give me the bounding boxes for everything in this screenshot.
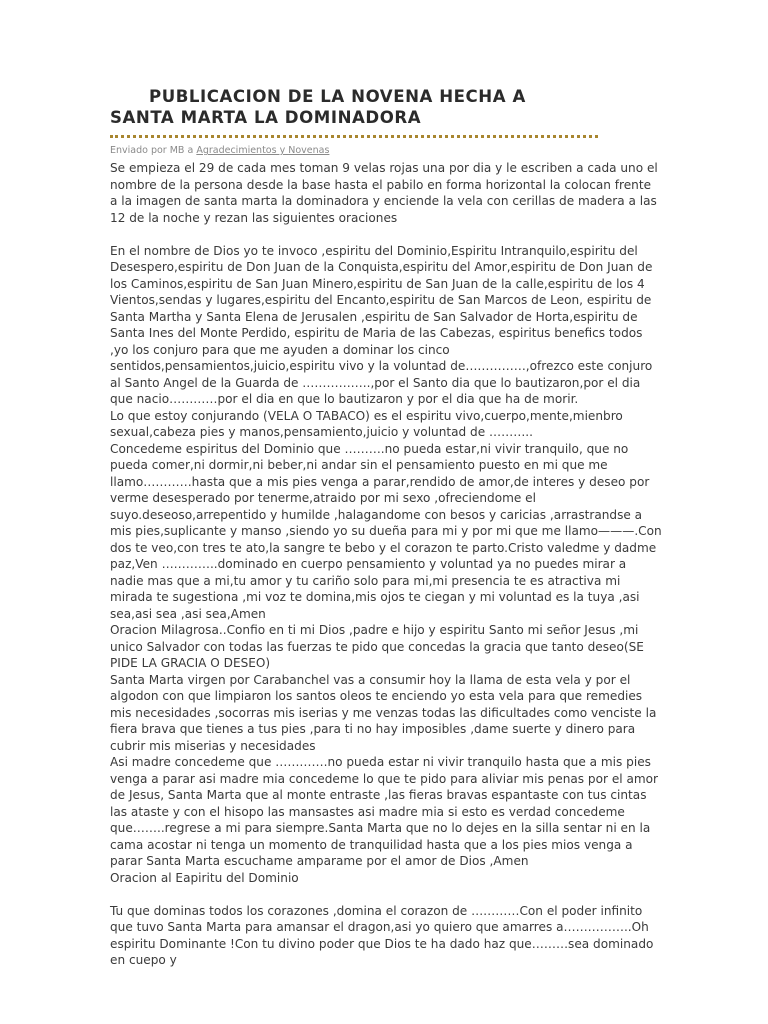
paragraph-conjuring: Lo que estoy conjurando (VELA O TABACO) es el espiritu vivo,cuerpo,mente,mienbro sexual,cabeza pies y manos,pensamiento,juicio y voluntad de ……….. [110, 408, 623, 439]
paragraph-asi-madre: Asi madre concedeme que ………….no pueda estar ni vivir tranquilo hasta que a mis pies venga a parar asi madre mia concedeme lo que te pido para aliviar mis penas por el amor de Jesus, Santa Marta que al monte entraste ,las fieras bravas espantaste con tus cintas las ataste y con el hisopo las mansastes asi madre mia si esto es verdad concedeme que……..regrese a mi para siempre.Santa Marta que no lo dejes en la silla sentar ni en la cama acostar ni tenga un momento de tranquilidad hasta que a los pies mios venga a parar Santa Marta escuchame amparame por el amor de Dios ,Amen [110, 755, 659, 868]
category-link[interactable]: Agradecimientos y Novenas [196, 145, 330, 156]
post-meta [110, 145, 662, 157]
article-body [110, 160, 662, 969]
paragraph-santa-marta: Santa Marta virgen por Carabanchel vas a consumir hoy la llama de esta vela y por el algodon con que limpiaron los santos oleos te enciendo yo esta vela para que remedies mis necesidades ,socorras mis iserias y me venzas todas las dificultades como venciste la fiera brava que tienes a tus pies ,para ti no hay imposibles ,dame suerte y dinero para cubrir mis miserias y necesidades [110, 672, 657, 753]
paragraph-gap [110, 226, 662, 243]
title-divider [110, 135, 598, 138]
paragraph-oracion-milagrosa: Oracion Milagrosa..Confio en ti mi Dios ,padre e hijo y espiritu Santo mi señor Jesus ,mi unico Salvador con todas las fuerzas te pido que concedas la gracia que tanto deseo(SE PIDE LA GRACIA O DESEO) [110, 623, 644, 670]
paragraph-gap [110, 886, 662, 903]
paragraph-heading-oracion: Oracion al Eapiritu del Dominio [110, 870, 299, 885]
page-title-line-2: SANTA MARTA LA DOMINADORA [110, 108, 422, 127]
page-title-line-1: PUBLICACION DE LA NOVENA HECHA A [149, 87, 526, 106]
paragraph-invocation: En el nombre de Dios yo te invoco ,espiritu del Dominio,Espiritu Intranquilo,espiritu del Desespero,espiritu de Don Juan de la Conquista,espiritu del Amor,espiritu de Don Juan de los Caminos,espiritu de San Juan Minero,espiritu de San Juan de la calle,espiritu de los 4 Vientos,sendas y lugares,espiritu del Encanto,espiritu de San Marcos de Leon, espiritu de Santa Martha y Santa Elena de Jerusalen ,espiritu de San Salvador de Horta,espiritu de Santa Ines del Monte Perdido, espiritu de Maria de las Cabezas, espiritus benefics todos ,yo los conjuro para que me ayuden a dominar los cinco sentidos,pensamientos,juicio,espiritu vivo y la voluntad de……………,ofrezco este conjuro al Santo Angel de la Guarda de ……………..,por el Santo dia que lo bautizaron,por el dia que nacio…………por el dia en que lo bautizaron y por el dia que ha de morir. [110, 243, 653, 406]
article [110, 86, 662, 969]
paragraph-instructions: Se empieza el 29 de cada mes toman 9 velas rojas una por dia y le escriben a cada uno el nombre de la persona desde la base hasta el pabilo en forma horizontal la colocan frente a la imagen de santa marta la dominadora y enciende la vela con cerillas de madera a las 12 de la noche y rezan las siguientes oraciones [110, 161, 658, 225]
post-meta-prefix: Enviado por MB a [110, 145, 194, 156]
paragraph-concedeme: Concedeme espiritus del Dominio que ……….no pueda estar,ni vivir tranquilo, que no pueda comer,ni dormir,ni beber,ni andar sin el pensamiento puesto en mi que me llamo…………hasta que a mis pies venga a parar,rendido de amor,de interes y deseo por verme desesperado por tenerme,atraido por mi sexo ,ofreciendome el suyo.deseoso,arrepentido y humilde ,halagandome con besos y caricias ,arrastrandse a mis pies,suplicante y manso ,siendo yo su dueña para mi y por mi que me llamo———.Con dos te veo,con tres te ato,la sangre te bebo y el corazon te parto.Cristo valedme y dadme paz,Ven …………..dominado en cuerpo pensamiento y voluntad ya no puedes mirar a nadie mas que a mi,tu amor y tu cariño solo para mi,mi presencia te es atractiva mi mirada te sugestiona ,mi voz te domina,mis ojos te ciegan y mi voluntad es la tuya ,asi sea,asi sea ,asi sea,Amen [110, 441, 662, 621]
page-title [110, 86, 662, 128]
paragraph-tu-que-dominas: Tu que dominas todos los corazones ,domina el corazon de …………Con el poder infinito que tuvo Santa Marta para amansar el dragon,asi yo quiero que amarres a……………..Oh espiritu Dominante !Con tu divino poder que Dios te ha dado haz que………sea dominado en cuepo y [110, 903, 654, 967]
